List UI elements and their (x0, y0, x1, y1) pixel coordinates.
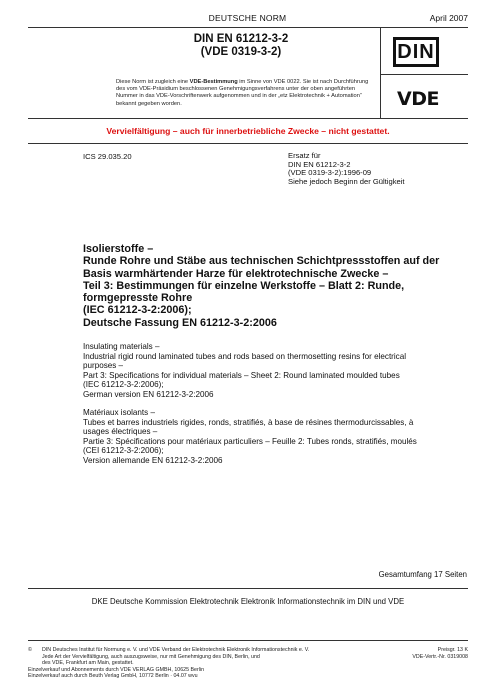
replacement-line: (VDE 0319-3-2):1996-09 (288, 168, 372, 178)
english-title-line: Insulating materials – (83, 342, 160, 351)
header-bottom-rule (28, 118, 468, 119)
notice-bold: VDE-Bestimmung (189, 79, 238, 85)
replacement-line: Siehe jedoch Beginn der Gültigkeit (288, 177, 405, 187)
notice-part1: Diese Norm ist zugleich eine (116, 79, 190, 85)
replacement-line: Ersatz für (288, 151, 321, 160)
vde-number: (VDE 0319-3-2) (200, 46, 282, 58)
footer-rule (28, 640, 468, 641)
notice-part2: im Sinne von VDE 0022. Sie ist nach Durchführung des vom VDE-Präsidium beschlossenen Genehmigungsverfahrens unter der oben angeführten Nummer in das VDE-Vorschriftenwerk aufgenommen und in der „etz Elektrotechnik + Automation“ bekannt gegeben worden. (116, 79, 369, 107)
copyright-symbol: © (28, 647, 32, 653)
document-number: DIN EN 61212-3-2 (193, 33, 289, 45)
vde-order-number: VDE-Vertr.-Nr. 0319008 (412, 653, 468, 660)
copyright-line: © DIN Deutsches Institut für Normung e. V. und VDE Verband der Elektrotechnik Elektronik Informationstechnik e. V. (28, 647, 310, 653)
sales-line: Einzelverkauf auch durch Beuth Verlag GmbH, 10772 Berlin · 04.07 wvu (28, 673, 198, 680)
repro-rule (28, 143, 468, 144)
french-title-line: usages électriques – (83, 427, 158, 437)
english-title (83, 342, 468, 400)
price-group: Preisgr. 13 K (437, 647, 468, 653)
english-title-line: Industrial rigid round laminated tubes and rods based on thermosetting resins for electrical (83, 351, 407, 361)
standard-type-header: DEUTSCHE NORM (208, 13, 287, 23)
logo-divider (380, 27, 381, 118)
english-title-line: Part 3: Specifications for individual materials – Sheet 2: Round laminated moulded tubes (83, 370, 400, 380)
publication-date: April 2007 (429, 13, 468, 23)
german-title (83, 243, 468, 329)
german-title-line: (IEC 61212-3-2:2006); (83, 304, 192, 317)
footer-price (412, 647, 468, 660)
german-title-line: formgepresste Rohre (83, 292, 193, 305)
sales-line: Einzelverkauf und Abonnements durch VDE VERLAG GMBH, 10625 Berlin (28, 666, 205, 673)
english-title-line: German version EN 61212-3-2:2006 (83, 389, 214, 399)
german-title-line: Deutsche Fassung EN 61212-3-2:2006 (83, 316, 277, 329)
document-title (112, 33, 370, 59)
french-title-line: Partie 3: Spécifications pour matériaux particuliers – Feuille 2: Tubes ronds, stratifiés, moulés (83, 436, 417, 446)
vde-logo: VDE (397, 88, 439, 110)
english-title-line: purposes – (83, 361, 124, 371)
total-pages: Gesamtumfang 17 Seiten (378, 570, 467, 579)
german-title-line: Isolierstoffe – (83, 243, 154, 255)
logo-separator (380, 74, 468, 75)
german-title-line: Basis warmhärtender Harze für elektrotechnische Zwecke – (83, 267, 389, 280)
french-title-line: Version allemande EN 61212-3-2:2006 (83, 455, 223, 465)
din-logo: DIN (393, 37, 439, 67)
copyright-line: des VDE, Frankfurt am Main, gestattet. (42, 660, 134, 667)
french-title-line: (CEI 61212-3-2:2006); (83, 446, 164, 456)
french-title (83, 408, 468, 466)
ics-code: ICS 29.035.20 (83, 152, 132, 161)
english-title-line: (IEC 61212-3-2:2006); (83, 380, 164, 390)
german-title-line: Teil 3: Bestimmungen für einzelne Werkstoffe – Blatt 2: Runde, (83, 279, 405, 292)
replacement-info (288, 152, 405, 187)
replacement-line: DIN EN 61212-3-2 (288, 159, 351, 169)
vde-notice (116, 79, 370, 108)
dke-line: DKE Deutsche Kommission Elektrotechnik Elektronik Informationstechnik im DIN und VDE (91, 597, 405, 606)
footer-copyright (28, 647, 383, 680)
reproduction-notice: Vervielfältigung – auch für innerbetriebliche Zwecke – nicht gestattet. (106, 126, 390, 136)
top-rule (28, 27, 468, 28)
french-title-line: Matériaux isolants – (83, 408, 155, 417)
french-title-line: Tubes et barres industriels rigides, ronds, stratifiés, à base de résines thermodurcissables, à (83, 417, 414, 427)
copyright-line: Jede Art der Vervielfältigung, auch auszugsweise, nur mit Genehmigung des DIN, Berlin, und (42, 653, 260, 660)
german-title-line: Runde Rohre und Stäbe aus technischen Schichtpressstoffen auf der (83, 255, 440, 268)
dke-top-rule (28, 588, 468, 589)
